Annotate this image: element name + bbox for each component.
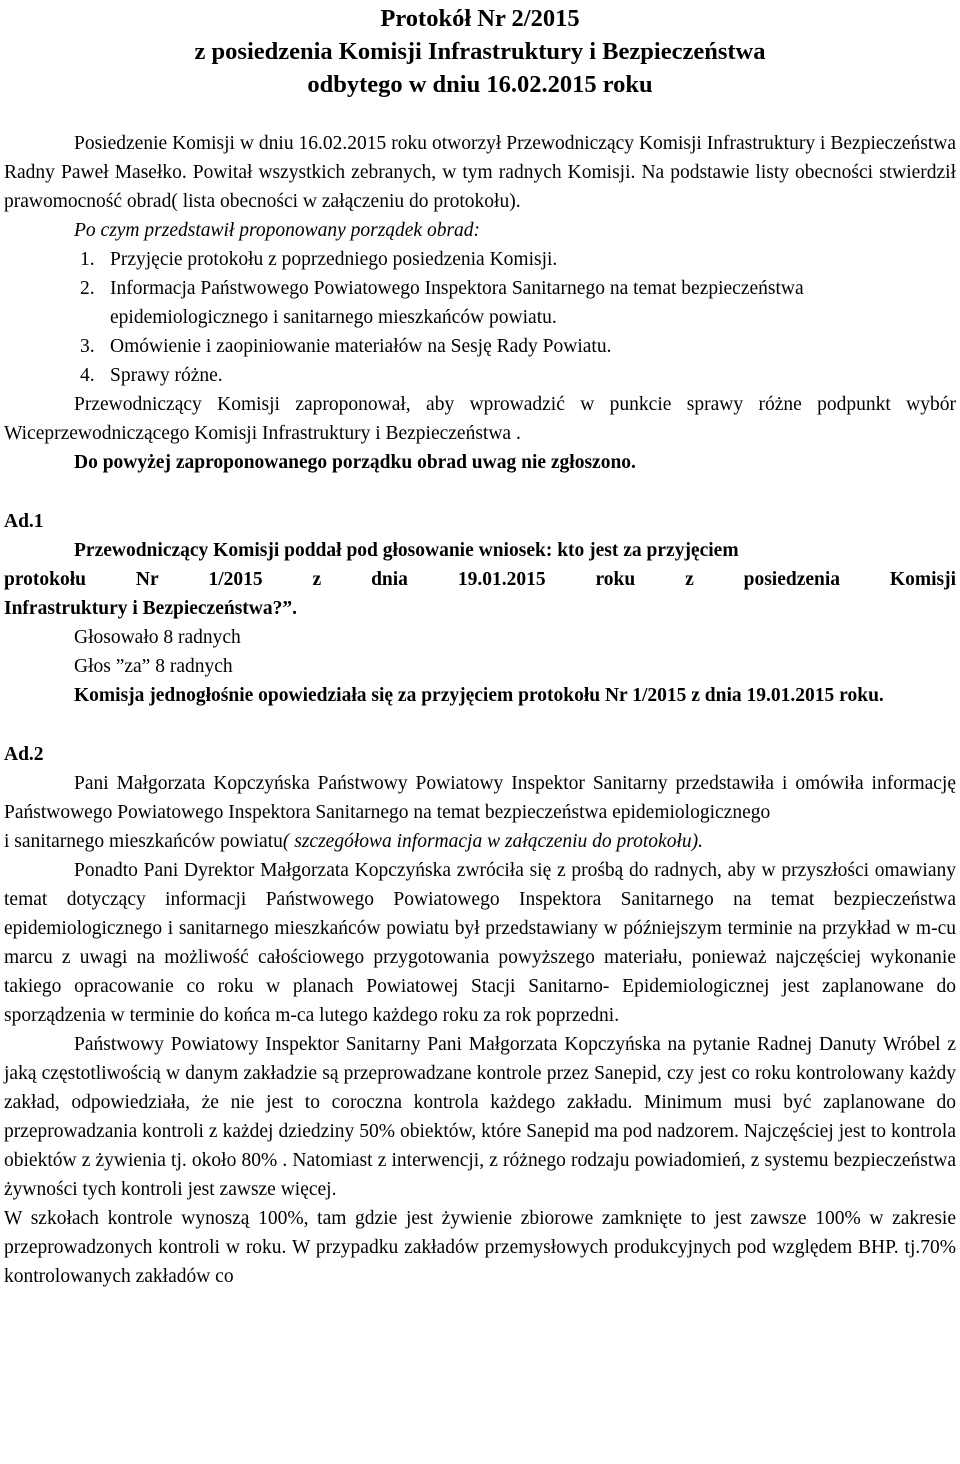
- ad1-vote-line-3: Infrastruktury i Bezpieczeństwa?”.: [4, 598, 298, 619]
- ad1-vote-word: z: [685, 569, 694, 590]
- ad2-paragraph-1: [4, 769, 956, 856]
- intro-paragraph: Posiedzenie Komisji w dniu 16.02.2015 roku otworzył Przewodniczący Komisji Infrastruktury i Bezpieczeństwa Radny Paweł Masełko. Powitał wszystkich zebranych, w tym radnych Komisji. Na podstawie listy obecności stwierdził prawomocność obrad( lista obecności w załączeniu do protokołu).: [4, 133, 956, 212]
- agenda-item-number: 2.: [80, 278, 95, 299]
- ad1-vote-request-part-a: Przewodniczący Komisji poddał pod głosowanie wniosek:: [74, 540, 553, 561]
- ad1-decision: Komisja jednogłośnie opowiedziała się za przyjęciem protokołu Nr 1/2015 z dnia 19.01.2015 roku.: [74, 685, 884, 706]
- agenda-item: [4, 274, 956, 332]
- agenda-item-number: 4.: [80, 365, 95, 386]
- ad1-vote-line-2: [4, 565, 956, 594]
- ad1-vote-word: posiedzenia: [743, 569, 841, 590]
- agenda-item: [4, 245, 956, 274]
- agenda-heading: Po czym przedstawił proponowany porządek obrad:: [74, 220, 481, 241]
- ad1-vote-word: 19.01.2015: [457, 569, 546, 590]
- no-remarks-statement: Do powyżej zaproponowanego porządku obrad uwag nie zgłoszono.: [74, 452, 636, 473]
- ad2-paragraph-1-main: Pani Małgorzata Kopczyńska Państwowy Powiatowy Inspektor Sanitarny przedstawiła i omówiła informację Państwowego Powiatowego Inspektora Sanitarnego na temat bezpieczeństwa epidemiologicznego: [4, 773, 956, 823]
- ad1-vote-word: dnia: [371, 569, 408, 590]
- ad1-vote-request: [4, 536, 956, 565]
- ad1-vote-word: Komisji: [889, 569, 956, 590]
- agenda-item-text: Przyjęcie protokołu z poprzedniego posiedzenia Komisji.: [110, 249, 558, 270]
- ad1-label: Ad.1: [4, 511, 44, 532]
- ad1-for-count: Głos ”za” 8 radnych: [74, 656, 233, 677]
- agenda-item-text: Omówienie i zaopiniowanie materiałów na Sesję Rady Powiatu.: [110, 336, 612, 357]
- document-title: [4, 0, 956, 101]
- agenda-item: [4, 332, 956, 361]
- agenda-item-text: Sprawy różne.: [110, 365, 223, 386]
- title-line-1: Protokół Nr 2/2015: [380, 5, 580, 32]
- ad2-attachment-note: ( szczegółowa informacja w załączeniu do protokołu).: [282, 831, 704, 852]
- title-line-2: z posiedzenia Komisji Infrastruktury i Bezpieczeństwa: [194, 38, 766, 65]
- agenda-list: [4, 245, 956, 390]
- agenda-item-number: 3.: [80, 336, 95, 357]
- ad1-vote-word: 1/2015: [208, 569, 263, 590]
- ad1-vote-word: z: [312, 569, 322, 590]
- ad2-paragraph-3: Państwowy Powiatowy Inspektor Sanitarny Pani Małgorzata Kopczyńska na pytanie Radnej Danuty Wróbel z jaką częstotliwością w danym zakładzie są przeprowadzane kontrole przez Sanepid, czy jest co roku kontrolowany każdy zakład, odpowiedziała, że nie jest to coroczna kontrola każdego zakładu. Minimum musi być zaplanowane do przeprowadzania kontroli z każdej dziedziny 50% obiektów, które Sanepid ma pod nadzorem. Najczęściej jest to kontrola obiektów z żywienia tj. około 80% . Natomiast z interwencji, z różnego rodzaju powiadomień, z systemu bezpieczeństwa żywności tych kontroli jest zawsze więcej.: [4, 1034, 956, 1200]
- title-line-3: odbytego w dniu 16.02.2015 roku: [307, 71, 653, 98]
- proposal-paragraph: Przewodniczący Komisji zaproponował, aby wprowadzić w punkcie sprawy różne podpunkt wybór Wiceprzewodniczącego Komisji Infrastruktury i Bezpieczeństwa .: [4, 394, 956, 444]
- agenda-item-number: 1.: [80, 249, 95, 270]
- ad2-label: Ad.2: [4, 744, 44, 765]
- ad1-voted-count: Głosowało 8 radnych: [74, 627, 241, 648]
- ad1-vote-word: Nr: [135, 569, 159, 590]
- agenda-item-text: Informacja Państwowego Powiatowego Inspektora Sanitarnego na temat bezpieczeństwa epidemiologicznego i sanitarnego mieszkańców powiatu.: [110, 278, 804, 328]
- agenda-item: [4, 361, 956, 390]
- ad2-paragraph-1-line-b: i sanitarnego mieszkańców powiatu: [4, 831, 283, 852]
- ad1-vote-word: roku: [595, 569, 636, 590]
- ad1-vote-request-part-b: kto jest za przyjęciem: [552, 540, 739, 561]
- ad1-vote-word: protokołu: [4, 569, 86, 590]
- ad2-paragraph-4: W szkołach kontrole wynoszą 100%, tam gdzie jest żywienie zbiorowe zamknięte to jest zawsze 100% w zakresie przeprowadzonych kontroli w roku. W przypadku zakładów przemysłowych produkcyjnych pod względem BHP. tj.70% kontrolowanych zakładów co: [4, 1208, 956, 1287]
- ad2-paragraph-2: Ponadto Pani Dyrektor Małgorzata Kopczyńska zwróciła się z prośbą do radnych, aby w przyszłości omawiany temat dotyczący informacji Państwowego Powiatowego Inspektora Sanitarnego na temat bezpieczeństwa epidemiologicznego i sanitarnego mieszkańców powiatu był przedstawiany w późniejszym terminie na przykład w m-cu marcu z uwagi na możliwość całościowego przygotowania powyższego materiału, ponieważ najczęściej wykonanie takiego opracowanie co roku w planach Powiatowej Stacji Sanitarno- Epidemiologicznej jest zaplanowane do sporządzenia w terminie do końca m-ca lutego każdego roku za rok poprzedni.: [4, 860, 956, 1026]
